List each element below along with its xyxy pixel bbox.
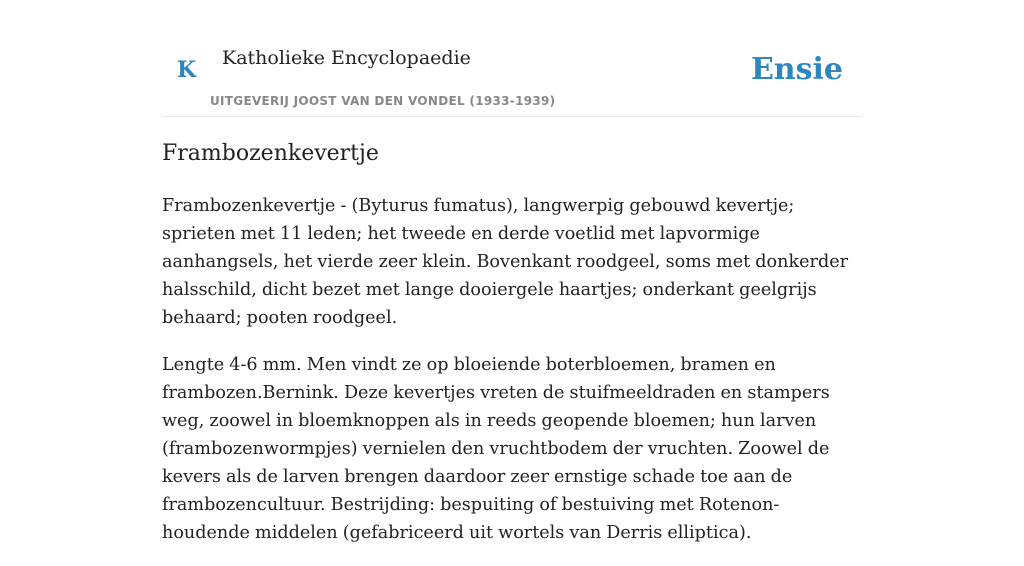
article-paragraph: Frambozenkevertje - (Byturus fumatus), langwerpig gebouwd kevertje; sprieten met 11 leden; het tweede en derde voetlid met lapvormige aanhangsels, het vierde zeer klein. Bovenkant roodgeel, soms met donkerder halsschild, dicht bezet met lange dooiergele haartjes; onderkant geelgrijs behaard; pooten roodgeel. — [162, 196, 849, 328]
article-title: Frambozenkevertje — [162, 141, 379, 166]
site-logo[interactable]: K — [177, 57, 197, 83]
article-paragraph: Lengte 4-6 mm. Men vindt ze op bloeiende boterbloemen, bramen en frambozen.Bernink. Deze kevertjes vreten de stuifmeeldraden en stampers weg, zoowel in bloemknoppen als in reeds geopende bloemen; hun larven (frambozenwormpjes) vernielen den vruchtbodem der vruchten. Zoowel de kevers als de larven brengen daardoor zeer ernstige schade toe aan de frambozencultuur. Bestrijding: bespuiting of bestuiving met Rotenon-houdende middelen (gefabriceerd uit wortels van Derris elliptica). — [162, 355, 830, 543]
site-header — [162, 0, 862, 117]
brand-logo[interactable]: Ensie — [750, 52, 843, 87]
content-container — [162, 0, 862, 543]
site-title[interactable]: Katholieke Encyclopaedie — [222, 47, 471, 69]
article-body — [162, 192, 862, 566]
publisher-label: UITGEVERIJ JOOST VAN DEN VONDEL (1933-1939) — [210, 94, 556, 108]
